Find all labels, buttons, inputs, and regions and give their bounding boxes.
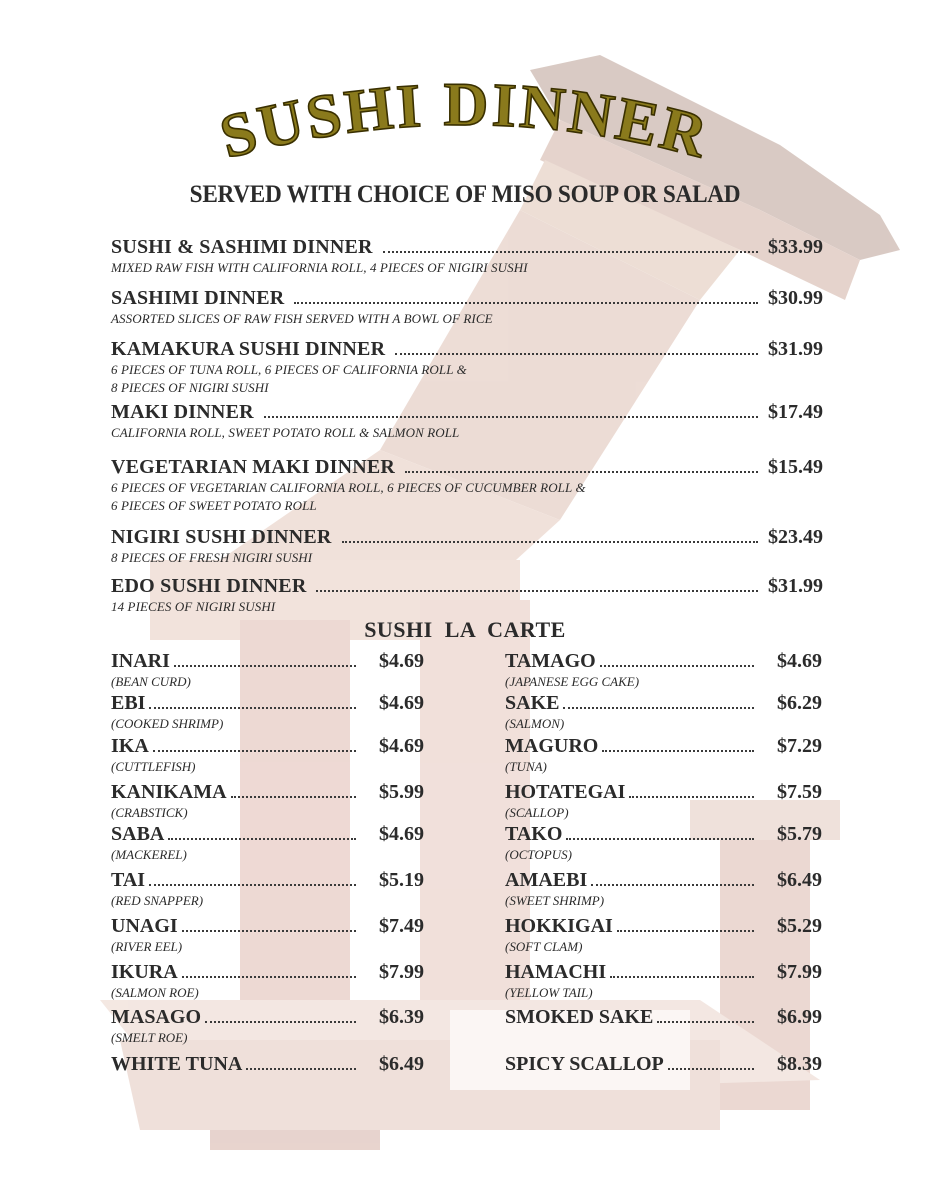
dinner-description: 6 PIECES OF TUNA ROLL, 6 PIECES OF CALIFORNIA ROLL & 8 PIECES OF NIGIRI SUSHI [111,362,467,395]
alacarte-description: (YELLOW TAIL) [505,985,593,1000]
dinner-item [111,525,823,567]
alacarte-name: UNAGI [111,915,178,937]
alacarte-price: $6.49 [777,869,822,891]
alacarte-description: (TUNA) [505,759,547,774]
dinner-name: MAKI DINNER [111,401,254,423]
alacarte-name: SAKE [505,692,560,714]
dinner-name: SASHIMI DINNER [111,287,285,309]
alacarte-item [505,691,822,733]
alacarte-item [111,1005,424,1047]
alacarte-item [505,868,822,910]
dotted-leader [149,707,356,709]
dotted-leader [205,1021,356,1023]
alacarte-name: SMOKED SAKE [505,1006,654,1028]
dinner-price: $15.49 [768,456,823,478]
dinner-price: $23.49 [768,526,823,548]
alacarte-name: SPICY SCALLOP [505,1053,664,1075]
alacarte-item [505,960,822,1002]
alacarte-name: MASAGO [111,1006,201,1028]
dinner-price: $17.49 [768,401,823,423]
dinner-name: SUSHI & SASHIMI DINNER [111,236,373,258]
alacarte-name: HOKKIGAI [505,915,613,937]
dotted-leader [316,590,758,592]
alacarte-item [111,691,424,733]
alacarte-description: (SALMON) [505,716,565,731]
dinner-price: $30.99 [768,287,823,309]
alacarte-name: INARI [111,650,170,672]
alacarte-description: (SOFT CLAM) [505,939,583,954]
alacarte-description: (CUTTLEFISH) [111,759,196,774]
alacarte-price: $7.29 [777,735,822,757]
alacarte-name: WHITE TUNA [111,1053,243,1075]
alacarte-description: (SCALLOP) [505,805,569,820]
dotted-leader [610,976,754,978]
alacarte-name: TAKO [505,823,563,845]
dotted-leader [395,353,758,355]
alacarte-name: IKURA [111,961,178,983]
alacarte-item [111,1052,424,1076]
alacarte-name: EBI [111,692,146,714]
alacarte-description: (SMELT ROE) [111,1030,188,1045]
alacarte-price: $7.99 [379,961,424,983]
alacarte-description: (JAPANESE EGG CAKE) [505,674,640,689]
dinner-name: EDO SUSHI DINNER [111,575,307,597]
alacarte-item [505,734,822,776]
dinner-item [111,286,823,328]
alacarte-price: $5.29 [777,915,822,937]
alacarte-price: $5.19 [379,869,424,891]
alacarte-section-title: SUSHI LA CARTE [364,617,566,642]
alacarte-price: $4.69 [777,650,822,672]
alacarte-name: IKA [111,735,149,757]
dotted-leader [294,302,758,304]
dinner-description: MIXED RAW FISH WITH CALIFORNIA ROLL, 4 PIECES OF NIGIRI SUSHI [111,260,528,275]
dotted-leader [174,665,356,667]
alacarte-name: TAI [111,869,146,891]
dotted-leader [149,884,356,886]
alacarte-item [111,822,424,864]
alacarte-description: (RIVER EEL) [111,939,183,954]
alacarte-item [505,1005,822,1029]
dinner-item [111,400,823,442]
alacarte-price: $7.99 [777,961,822,983]
dinner-description: 6 PIECES OF VEGETARIAN CALIFORNIA ROLL, 6 PIECES OF CUCUMBER ROLL & 6 PIECES OF SWEET POTATO ROLL [111,480,586,513]
alacarte-price: $8.39 [777,1053,822,1075]
alacarte-item [111,734,424,776]
alacarte-name: TAMAGO [505,650,596,672]
alacarte-price: $6.99 [777,1006,822,1028]
dotted-leader [657,1021,754,1023]
alacarte-description: (OCTOPUS) [505,847,572,862]
alacarte-price: $4.69 [379,692,424,714]
alacarte-description: (SWEET SHRIMP) [505,893,605,908]
alacarte-price: $4.69 [379,650,424,672]
menu-title [180,70,750,180]
alacarte-item [111,649,424,691]
alacarte-price: $6.49 [379,1053,424,1075]
dinner-price: $31.99 [768,575,823,597]
dotted-leader [566,838,754,840]
menu-subtitle: SERVED WITH CHOICE OF MISO SOUP OR SALAD [189,181,741,208]
dotted-leader [182,930,356,932]
alacarte-price: $7.49 [379,915,424,937]
dotted-leader [342,541,758,543]
dotted-leader [600,665,754,667]
alacarte-description: (SALMON ROE) [111,985,199,1000]
menu-title-text: SUSHI DINNER [213,70,717,172]
alacarte-item [111,780,424,822]
dinner-name: NIGIRI SUSHI DINNER [111,526,332,548]
alacarte-item [505,1052,822,1076]
dotted-leader [629,796,754,798]
dinner-item [111,337,823,397]
alacarte-description: (BEAN CURD) [111,674,191,689]
dotted-leader [168,838,356,840]
alacarte-name: SABA [111,823,165,845]
alacarte-item [111,960,424,1002]
alacarte-name: AMAEBI [505,869,588,891]
dotted-leader [383,251,758,253]
alacarte-item [111,868,424,910]
dotted-leader [153,750,356,752]
alacarte-item [505,780,822,822]
alacarte-description: (MACKEREL) [111,847,187,862]
dotted-leader [405,471,758,473]
alacarte-price: $4.69 [379,823,424,845]
dinner-price: $33.99 [768,236,823,258]
dotted-leader [591,884,754,886]
alacarte-price: $7.59 [777,781,822,803]
alacarte-name: HAMACHI [505,961,607,983]
alacarte-price: $6.39 [379,1006,424,1028]
dinner-price: $31.99 [768,338,823,360]
dotted-leader [182,976,356,978]
dinner-item [111,235,823,277]
alacarte-price: $5.79 [777,823,822,845]
alacarte-item [505,822,822,864]
alacarte-description: (CRABSTICK) [111,805,188,820]
alacarte-price: $5.99 [379,781,424,803]
dinner-name: VEGETARIAN MAKI DINNER [111,456,396,478]
dotted-leader [246,1068,356,1070]
dotted-leader [231,796,356,798]
dotted-leader [563,707,754,709]
dotted-leader [617,930,754,932]
alacarte-description: (COOKED SHRIMP) [111,716,224,731]
alacarte-name: KANIKAMA [111,781,227,803]
alacarte-price: $6.29 [777,692,822,714]
alacarte-name: MAGURO [505,735,599,757]
alacarte-description: (RED SNAPPER) [111,893,204,908]
alacarte-name: HOTATEGAI [505,781,626,803]
dinner-item [111,455,823,515]
dinner-item [111,574,823,616]
dinner-description: CALIFORNIA ROLL, SWEET POTATO ROLL & SALMON ROLL [111,425,460,440]
alacarte-item [111,914,424,956]
dotted-leader [602,750,754,752]
dotted-leader [264,416,758,418]
dinner-description: ASSORTED SLICES OF RAW FISH SERVED WITH A BOWL OF RICE [111,311,493,326]
dinner-description: 14 PIECES OF NIGIRI SUSHI [111,599,276,614]
dinner-description: 8 PIECES OF FRESH NIGIRI SUSHI [111,550,313,565]
alacarte-item [505,649,822,691]
dotted-leader [668,1068,754,1070]
alacarte-item [505,914,822,956]
alacarte-price: $4.69 [379,735,424,757]
dinner-name: KAMAKURA SUSHI DINNER [111,338,386,360]
